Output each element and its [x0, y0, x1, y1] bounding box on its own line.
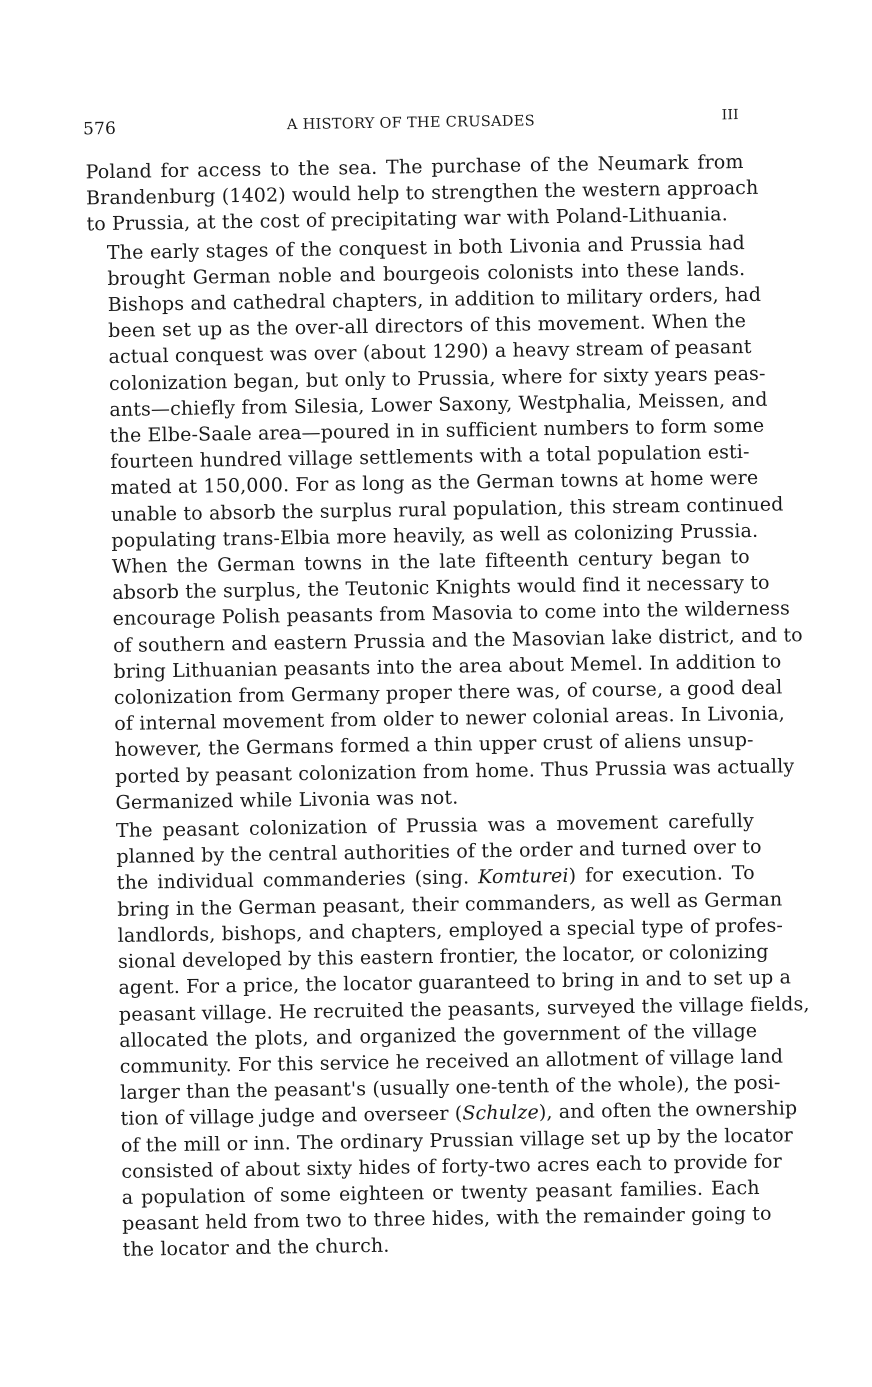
text-line: The early stages of the conquest in both Livonia and Prussia had — [106, 231, 746, 264]
text-line: of southern and eastern Prussia and the Masovian lake district, and to — [112, 623, 803, 657]
text-line: allocated the plots, and organized the government of the village — [119, 1019, 758, 1052]
text-line: of internal movement from older to newer colonial areas. In Livonia, — [114, 702, 786, 736]
page-number: 576 — [82, 118, 117, 140]
text-line: consisted of about sixty hides of forty-two acres each to provide for — [121, 1150, 783, 1183]
text-line: to Prussia, at the cost of precipitating war with Poland-Lithuania. — [86, 203, 729, 236]
paragraph-3 — [96, 808, 810, 1264]
text-line: populating trans-Elbia more heavily, as well as colonizing Prussia. — [111, 519, 759, 552]
text-line: bring Lithuanian peasants into the area about Memel. In addition to — [113, 650, 782, 683]
text-line: The peasant colonization of Prussia was a movement carefully — [115, 810, 755, 843]
text-line: peasant village. He recruited the peasants, surveyed the village fields, — [118, 992, 810, 1026]
text-line: Germanized while Livonia was not. — [115, 786, 459, 814]
text-line: however, the Germans formed a thin upper crust of aliens unsup- — [114, 729, 754, 762]
text-line: unable to absorb the surplus rural population, this stream continued — [110, 493, 784, 526]
text-line: been set up as the over-all directors of this movement. When the — [107, 310, 747, 343]
text-line: the locator and the church. — [122, 1235, 390, 1262]
paragraph-1 — [85, 149, 759, 238]
text-line: mated at 150,000. For as long as the German towns at home were — [110, 467, 759, 500]
text-line: fourteen hundred village settlements with a total population esti- — [110, 441, 750, 474]
text-line: sional developed by this eastern frontier, the locator, or colonizing — [117, 940, 769, 974]
text-line: a population of some eighteen or twenty peasant families. Each — [121, 1176, 760, 1209]
text-line: colonization began, but only to Prussia, where for sixty years peas- — [108, 362, 766, 395]
text-line: ants—chiefly from Silesia, Lower Saxony, Westphalia, Meissen, and — [109, 388, 768, 421]
text-line: bring in the German peasant, their commanders, as well as German — [117, 888, 783, 921]
body-text — [85, 149, 810, 1264]
paragraph-2 — [87, 230, 803, 817]
text-line: the Elbe-Saale area—poured in in sufficient numbers to form some — [109, 414, 765, 448]
text-line: of the mill or inn. The ordinary Prussian village set up by the locator — [120, 1123, 794, 1157]
text-line: planned by the central authorities of the order and turned over to — [116, 836, 762, 869]
text-line: brought German noble and bourgeois colonists into these lands. — [107, 257, 746, 290]
text-line: ported by peasant colonization from home. Thus Prussia was actually — [114, 754, 795, 788]
text-line: actual conquest was over (about 1290) a heavy stream of peasant — [108, 336, 752, 369]
text-line: agent. For a price, the locator guaranteed to bring in and to set up a — [118, 966, 792, 1000]
text-line: community. For this service he received an allotment of village land — [119, 1045, 784, 1078]
text-line: When the German towns in the late fifteenth century began to — [111, 546, 750, 579]
text-line: absorb the surplus, the Teutonic Knights would find it necessary to — [112, 571, 770, 605]
text-line: Bishops and cathedral chapters, in addition to military orders, had — [107, 283, 762, 317]
running-title: A HISTORY OF THE CRUSADES — [286, 113, 536, 134]
text-line: larger than the peasant's (usually one-tenth of the whole), the posi- — [119, 1071, 781, 1105]
text-line: encourage Polish peasants from Masovia to come into the wilderness — [112, 597, 791, 631]
volume-number: III — [721, 107, 739, 124]
text-line: tion of village judge and overseer (Schulze), and often the ownership — [120, 1097, 798, 1131]
text-line: colonization from Germany proper there was, of course, a good deal — [113, 676, 783, 710]
running-head — [83, 107, 739, 145]
text-line: peasant held from two to three hides, with the remainder going to — [122, 1202, 772, 1236]
text-line: Brandenburg (1402) would help to strengthen the western approach — [85, 176, 759, 210]
text-line: the individual commanderies (sing. Komturei) for execution. To — [116, 862, 755, 895]
text-line: landlords, bishops, and chapters, employed a special type of profes- — [117, 914, 784, 947]
text-line: Poland for access to the sea. The purchase of the Neumark from — [85, 151, 744, 184]
